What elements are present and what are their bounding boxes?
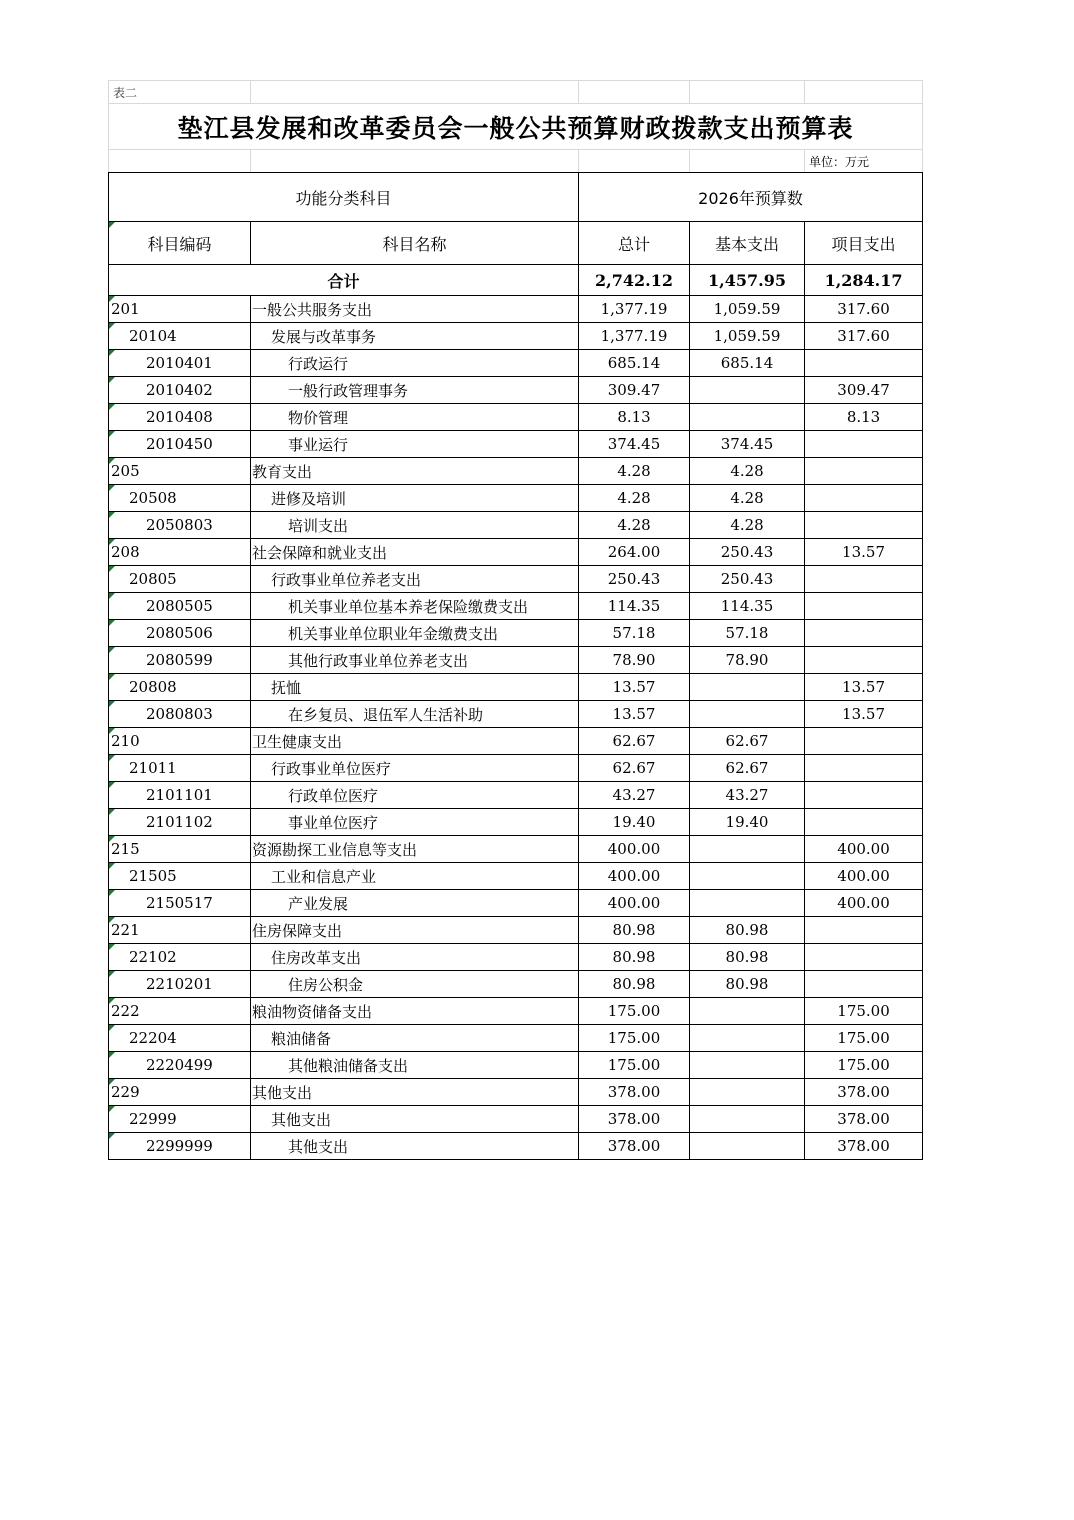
row-total: 13.57 [579, 674, 690, 701]
row-project: 378.00 [805, 1106, 923, 1133]
header-code: 科目编码 [109, 222, 251, 265]
row-total: 374.45 [579, 431, 690, 458]
row-project: 378.00 [805, 1079, 923, 1106]
row-total: 80.98 [579, 944, 690, 971]
row-project [805, 647, 923, 674]
table-row [109, 620, 923, 647]
row-basic [690, 1025, 805, 1052]
row-basic: 80.98 [690, 944, 805, 971]
row-project [805, 485, 923, 512]
row-project [805, 971, 923, 998]
row-project [805, 782, 923, 809]
row-code: 229 [109, 1079, 251, 1106]
row-project: 8.13 [805, 404, 923, 431]
header-budget-year: 2026年预算数 [579, 173, 923, 222]
row-name: 粮油物资储备支出 [251, 998, 579, 1025]
row-project [805, 350, 923, 377]
row-basic: 57.18 [690, 620, 805, 647]
row-total: 4.28 [579, 458, 690, 485]
table-row [109, 458, 923, 485]
row-name: 工业和信息产业 [251, 863, 579, 890]
row-name: 抚恤 [251, 674, 579, 701]
row-project: 309.47 [805, 377, 923, 404]
row-project: 175.00 [805, 1052, 923, 1079]
row-project: 317.60 [805, 296, 923, 323]
row-total: 378.00 [579, 1106, 690, 1133]
table-row [109, 647, 923, 674]
row-code: 205 [109, 458, 251, 485]
row-code: 21011 [109, 755, 251, 782]
table-row [109, 296, 923, 323]
row-total: 19.40 [579, 809, 690, 836]
row-basic: 4.28 [690, 485, 805, 512]
table-row [109, 323, 923, 350]
row-project: 378.00 [805, 1133, 923, 1160]
row-code: 20104 [109, 323, 251, 350]
row-project: 317.60 [805, 323, 923, 350]
row-basic: 80.98 [690, 971, 805, 998]
row-basic [690, 890, 805, 917]
row-name: 住房改革支出 [251, 944, 579, 971]
row-project [805, 431, 923, 458]
row-code: 2050803 [109, 512, 251, 539]
row-total: 250.43 [579, 566, 690, 593]
row-name: 在乡复员、退伍军人生活补助 [251, 701, 579, 728]
row-name: 培训支出 [251, 512, 579, 539]
row-basic: 80.98 [690, 917, 805, 944]
row-basic: 250.43 [690, 539, 805, 566]
header-functional-category: 功能分类科目 [109, 173, 579, 222]
table-row [109, 701, 923, 728]
row-project: 175.00 [805, 998, 923, 1025]
header-row-2 [109, 222, 923, 265]
table-row [109, 863, 923, 890]
table-row [109, 836, 923, 863]
row-name: 其他粮油储备支出 [251, 1052, 579, 1079]
row-project [805, 809, 923, 836]
summary-basic: 1,457.95 [690, 265, 805, 296]
row-name: 住房保障支出 [251, 917, 579, 944]
table-row [109, 755, 923, 782]
table-row [109, 890, 923, 917]
row-basic: 4.28 [690, 458, 805, 485]
row-basic [690, 998, 805, 1025]
row-name: 行政事业单位医疗 [251, 755, 579, 782]
row-project [805, 458, 923, 485]
row-code: 210 [109, 728, 251, 755]
row-code: 2080506 [109, 620, 251, 647]
row-project [805, 593, 923, 620]
table-row [109, 944, 923, 971]
table-row [109, 1106, 923, 1133]
row-basic: 114.35 [690, 593, 805, 620]
row-code: 20808 [109, 674, 251, 701]
row-basic: 374.45 [690, 431, 805, 458]
row-name: 其他行政事业单位养老支出 [251, 647, 579, 674]
row-total: 685.14 [579, 350, 690, 377]
budget-table [108, 172, 923, 1160]
table-row [109, 1025, 923, 1052]
row-name: 社会保障和就业支出 [251, 539, 579, 566]
row-basic [690, 1106, 805, 1133]
row-project [805, 512, 923, 539]
row-total: 62.67 [579, 728, 690, 755]
summary-label: 合计 [109, 265, 579, 296]
row-total: 175.00 [579, 1025, 690, 1052]
table-row [109, 1133, 923, 1160]
row-code: 215 [109, 836, 251, 863]
row-code: 22204 [109, 1025, 251, 1052]
row-basic: 250.43 [690, 566, 805, 593]
row-total: 175.00 [579, 1052, 690, 1079]
row-name: 其他支出 [251, 1079, 579, 1106]
row-code: 2150517 [109, 890, 251, 917]
row-project: 400.00 [805, 863, 923, 890]
header-project: 项目支出 [805, 222, 923, 265]
row-name: 物价管理 [251, 404, 579, 431]
row-name: 粮油储备 [251, 1025, 579, 1052]
row-name: 机关事业单位基本养老保险缴费支出 [251, 593, 579, 620]
row-code: 2220499 [109, 1052, 251, 1079]
row-code: 2080803 [109, 701, 251, 728]
table-row [109, 566, 923, 593]
row-code: 2010402 [109, 377, 251, 404]
row-name: 其他支出 [251, 1106, 579, 1133]
row-basic: 62.67 [690, 755, 805, 782]
table-row [109, 917, 923, 944]
page-title: 垫江县发展和改革委员会一般公共预算财政拨款支出预算表 [109, 104, 923, 150]
row-basic: 78.90 [690, 647, 805, 674]
row-basic [690, 674, 805, 701]
row-project: 13.57 [805, 539, 923, 566]
table-row [109, 404, 923, 431]
row-total: 57.18 [579, 620, 690, 647]
row-total: 309.47 [579, 377, 690, 404]
row-code: 2080599 [109, 647, 251, 674]
row-name: 行政事业单位养老支出 [251, 566, 579, 593]
row-code: 2210201 [109, 971, 251, 998]
row-project [805, 917, 923, 944]
row-total: 400.00 [579, 836, 690, 863]
table-row [109, 350, 923, 377]
header-total: 总计 [579, 222, 690, 265]
table-row [109, 539, 923, 566]
row-code: 2299999 [109, 1133, 251, 1160]
row-total: 264.00 [579, 539, 690, 566]
row-total: 400.00 [579, 863, 690, 890]
row-name: 一般行政管理事务 [251, 377, 579, 404]
row-code: 22999 [109, 1106, 251, 1133]
table-row [109, 593, 923, 620]
row-total: 80.98 [579, 917, 690, 944]
summary-total: 2,742.12 [579, 265, 690, 296]
row-basic: 4.28 [690, 512, 805, 539]
row-code: 2080505 [109, 593, 251, 620]
row-basic [690, 836, 805, 863]
row-basic [690, 1052, 805, 1079]
row-project: 400.00 [805, 890, 923, 917]
table-row [109, 809, 923, 836]
row-code: 2101101 [109, 782, 251, 809]
row-basic: 62.67 [690, 728, 805, 755]
row-project [805, 755, 923, 782]
table-row [109, 998, 923, 1025]
row-name: 其他支出 [251, 1133, 579, 1160]
row-code: 2010408 [109, 404, 251, 431]
header-basic: 基本支出 [690, 222, 805, 265]
row-basic: 685.14 [690, 350, 805, 377]
row-total: 80.98 [579, 971, 690, 998]
sheet-header-area [108, 80, 923, 172]
summary-row [109, 265, 923, 296]
row-total: 78.90 [579, 647, 690, 674]
row-project: 400.00 [805, 836, 923, 863]
row-total: 1,377.19 [579, 323, 690, 350]
row-code: 2010450 [109, 431, 251, 458]
row-name: 进修及培训 [251, 485, 579, 512]
row-basic: 1,059.59 [690, 296, 805, 323]
row-name: 卫生健康支出 [251, 728, 579, 755]
row-project [805, 620, 923, 647]
row-total: 8.13 [579, 404, 690, 431]
table-row [109, 674, 923, 701]
row-basic [690, 701, 805, 728]
row-project: 13.57 [805, 674, 923, 701]
row-basic: 1,059.59 [690, 323, 805, 350]
row-total: 378.00 [579, 1133, 690, 1160]
row-name: 一般公共服务支出 [251, 296, 579, 323]
table-row [109, 431, 923, 458]
row-code: 222 [109, 998, 251, 1025]
row-total: 400.00 [579, 890, 690, 917]
sheet-label: 表二 [109, 81, 251, 104]
table-row [109, 1079, 923, 1106]
row-name: 行政单位医疗 [251, 782, 579, 809]
header-name: 科目名称 [251, 222, 579, 265]
row-total: 4.28 [579, 485, 690, 512]
row-project: 13.57 [805, 701, 923, 728]
budget-sheet [108, 80, 922, 1160]
row-project: 175.00 [805, 1025, 923, 1052]
header-row-1 [109, 173, 923, 222]
table-row [109, 485, 923, 512]
row-basic: 19.40 [690, 809, 805, 836]
row-total: 114.35 [579, 593, 690, 620]
row-name: 机关事业单位职业年金缴费支出 [251, 620, 579, 647]
row-basic [690, 404, 805, 431]
row-code: 208 [109, 539, 251, 566]
row-code: 2010401 [109, 350, 251, 377]
row-total: 1,377.19 [579, 296, 690, 323]
row-total: 43.27 [579, 782, 690, 809]
row-project [805, 728, 923, 755]
row-basic [690, 1079, 805, 1106]
unit-label: 单位：万元 [805, 150, 923, 173]
row-name: 事业单位医疗 [251, 809, 579, 836]
row-total: 62.67 [579, 755, 690, 782]
row-total: 378.00 [579, 1079, 690, 1106]
table-row [109, 377, 923, 404]
row-name: 住房公积金 [251, 971, 579, 998]
table-body [109, 296, 923, 1160]
row-total: 175.00 [579, 998, 690, 1025]
row-code: 221 [109, 917, 251, 944]
row-code: 20508 [109, 485, 251, 512]
summary-project: 1,284.17 [805, 265, 923, 296]
table-row [109, 1052, 923, 1079]
row-name: 发展与改革事务 [251, 323, 579, 350]
row-name: 事业运行 [251, 431, 579, 458]
row-code: 20805 [109, 566, 251, 593]
row-total: 13.57 [579, 701, 690, 728]
row-basic [690, 1133, 805, 1160]
row-name: 资源勘探工业信息等支出 [251, 836, 579, 863]
table-row [109, 512, 923, 539]
row-basic: 43.27 [690, 782, 805, 809]
row-project [805, 566, 923, 593]
row-name: 产业发展 [251, 890, 579, 917]
row-name: 行政运行 [251, 350, 579, 377]
row-code: 22102 [109, 944, 251, 971]
table-row [109, 782, 923, 809]
table-row [109, 728, 923, 755]
row-code: 201 [109, 296, 251, 323]
row-total: 4.28 [579, 512, 690, 539]
row-name: 教育支出 [251, 458, 579, 485]
row-code: 21505 [109, 863, 251, 890]
row-basic [690, 863, 805, 890]
row-basic [690, 377, 805, 404]
row-project [805, 944, 923, 971]
row-code: 2101102 [109, 809, 251, 836]
table-row [109, 971, 923, 998]
